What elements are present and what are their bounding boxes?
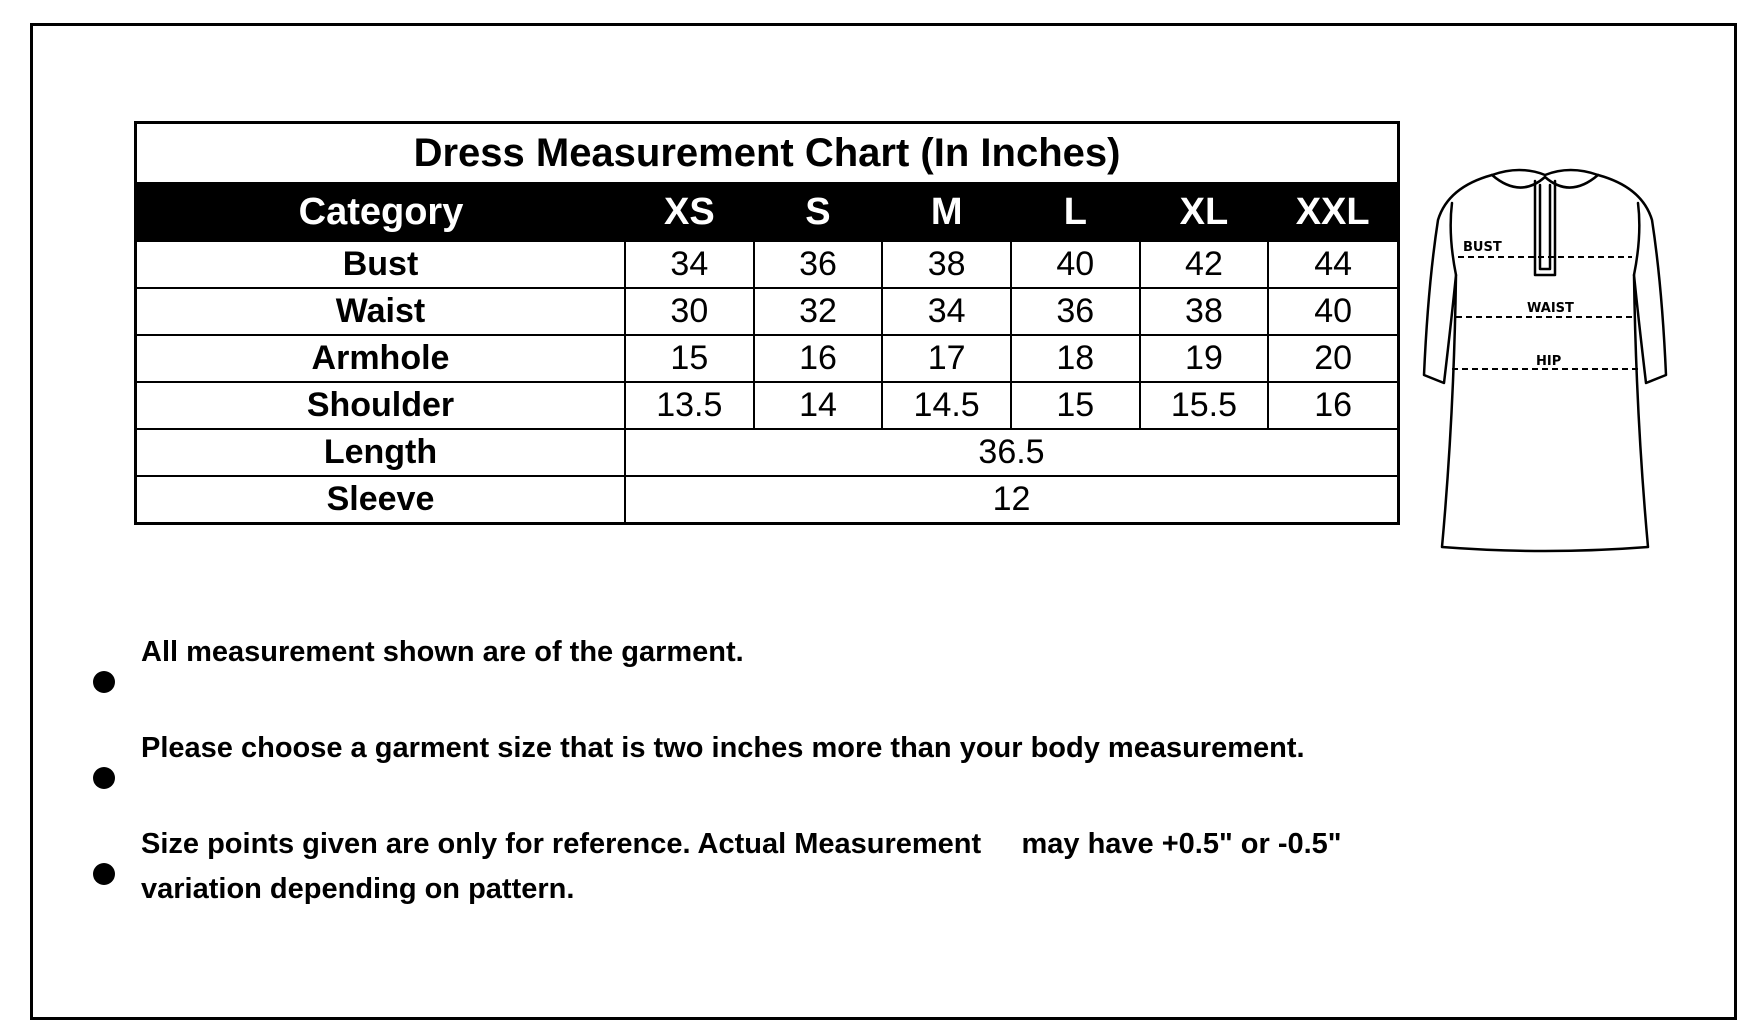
row-label: Shoulder [137, 382, 625, 429]
header-size-l: L [1011, 184, 1140, 241]
bust-label: BUST [1463, 240, 1502, 255]
table-cell-merged: 12 [625, 476, 1397, 522]
table-cell: 17 [882, 335, 1011, 382]
waist-label: WAIST [1527, 301, 1574, 316]
table-cell: 16 [754, 335, 883, 382]
table-cell: 42 [1140, 241, 1269, 288]
table-row-shoulder [137, 382, 1397, 429]
size-table [137, 184, 1397, 522]
table-cell: 40 [1011, 241, 1140, 288]
hip-label: HIP [1536, 354, 1562, 369]
placket [1535, 181, 1555, 275]
table-cell: 38 [882, 241, 1011, 288]
table-cell: 16 [1268, 382, 1397, 429]
row-label: Armhole [137, 335, 625, 382]
table-cell: 14 [754, 382, 883, 429]
table-cell: 15.5 [1140, 382, 1269, 429]
table-row-sleeve [137, 476, 1397, 522]
note-text: All measurement shown are of the garment. [141, 636, 744, 668]
table-cell: 40 [1268, 288, 1397, 335]
note-item [88, 822, 1388, 918]
header-size-xxl: XXL [1268, 184, 1397, 241]
table-header-row [137, 184, 1397, 241]
header-size-m: M [882, 184, 1011, 241]
table-row-armhole [137, 335, 1397, 382]
table-row-waist [137, 288, 1397, 335]
bullet-icon [93, 767, 115, 789]
table-cell: 15 [1011, 382, 1140, 429]
table-cell: 44 [1268, 241, 1397, 288]
table-cell: 30 [625, 288, 754, 335]
table-cell: 36 [754, 241, 883, 288]
header-size-xl: XL [1140, 184, 1269, 241]
table-cell: 36 [1011, 288, 1140, 335]
table-cell: 34 [625, 241, 754, 288]
table-cell: 15 [625, 335, 754, 382]
measurement-chart [134, 121, 1400, 525]
header-size-s: S [754, 184, 883, 241]
table-cell: 13.5 [625, 382, 754, 429]
notes-list [88, 630, 1388, 918]
row-label: Length [137, 429, 625, 476]
neckline [1492, 175, 1598, 188]
table-cell: 34 [882, 288, 1011, 335]
right-sleeve-seam [1634, 203, 1639, 275]
table-cell: 19 [1140, 335, 1269, 382]
table-cell: 38 [1140, 288, 1269, 335]
table-cell: 20 [1268, 335, 1397, 382]
table-cell: 32 [754, 288, 883, 335]
left-sleeve-seam [1451, 203, 1456, 275]
table-row-bust [137, 241, 1397, 288]
bullet-icon [93, 863, 115, 885]
note-text: Size points given are only for reference. Actual Measurement may have +0.5" or -0.5" variation depending on pattern. [141, 828, 1350, 905]
chart-title: Dress Measurement Chart (In Inches) [137, 124, 1397, 184]
row-label: Sleeve [137, 476, 625, 522]
row-label: Bust [137, 241, 625, 288]
header-category: Category [137, 184, 625, 241]
table-cell-merged: 36.5 [625, 429, 1397, 476]
table-cell: 18 [1011, 335, 1140, 382]
dress-diagram [1422, 165, 1668, 565]
table-row-length [137, 429, 1397, 476]
table-cell: 14.5 [882, 382, 1011, 429]
header-size-xs: XS [625, 184, 754, 241]
note-text: Please choose a garment size that is two inches more than your body measurement. [141, 732, 1305, 764]
bullet-icon [93, 671, 115, 693]
row-label: Waist [137, 288, 625, 335]
note-item [88, 630, 1388, 726]
note-item [88, 726, 1388, 822]
